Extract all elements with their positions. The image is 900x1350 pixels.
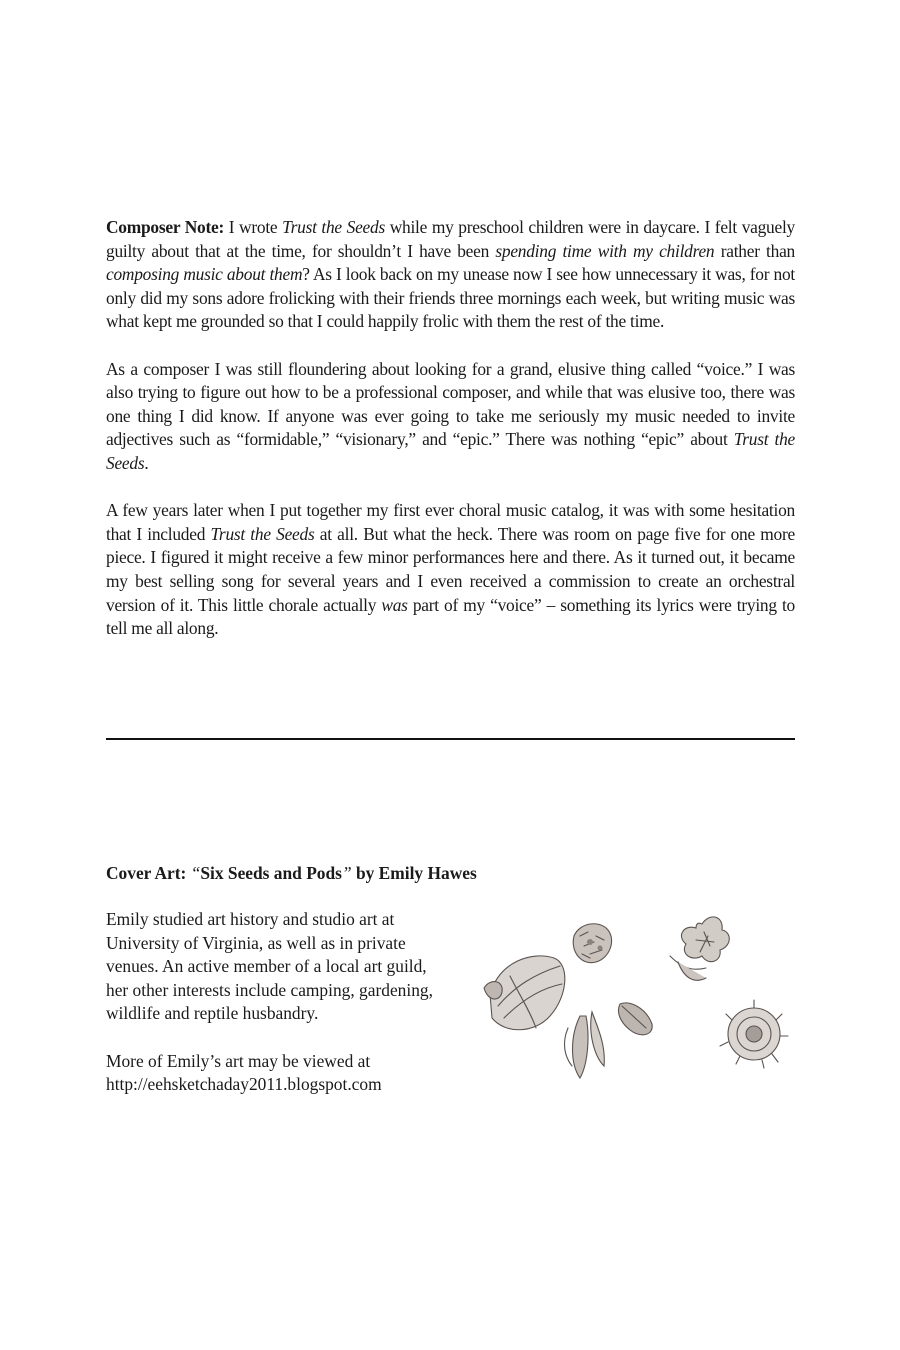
text-run: while my preschool children were in daycare. I felt vaguely guilty about that at the time, for shouldn’t I have been	[106, 217, 795, 261]
pod-illustration	[484, 956, 565, 1030]
text-run: ? As I look back on my unease now I see how unnecessary it was, for not only did my sons adore frolicking with their friends three mornings each week, but writing music was what kept me grounded so that I could happily frolic with them the rest of the time.	[106, 264, 795, 332]
seeds-and-pods-sketch	[470, 896, 800, 1101]
text-run: As a composer I was still floundering about looking for a grand, elusive thing called “voice.” I was also trying to figure out how to be a professional composer, and while that was elusive too, there was one thing I did know. If anyone was ever going to take me seriously my music needed to invite adjectives such as “formidable,” “visionary,” and “epic.” There was nothing “epic” about	[106, 358, 795, 450]
italic-text: spending time with my children	[495, 240, 715, 261]
text-run: at all. But what the heck. There was room on page five for one more piece. I figured it might receive a few minor performances here and there. As it turned out, it became my best selling song for several years and I even received a commission to create an orchestral version of it. This little chorale actually	[106, 523, 796, 615]
text-run: .	[144, 452, 149, 473]
cover-art-title: Six Seeds and Pods	[200, 863, 342, 883]
cover-art-heading	[106, 862, 706, 885]
cover-art-label: Cover Art:	[106, 863, 187, 883]
text-run: part of my “voice” – something its lyrics were trying to tell me all along.	[106, 594, 795, 639]
open-pod-illustration	[565, 1003, 653, 1078]
italic-text: Trust the Seeds	[106, 429, 795, 473]
seed-illustration	[573, 924, 611, 963]
cover-art-open-quote: “	[190, 863, 201, 883]
star-pod-illustration	[670, 917, 729, 980]
seed-head-illustration	[720, 1000, 788, 1068]
text-run: A few years later when I put together my first ever choral music catalog, it was with some hesitation that I included	[106, 500, 795, 544]
italic-text: composing music about them	[106, 264, 303, 285]
composer-note-paragraph-2	[106, 358, 795, 476]
composer-note-heading: Composer Note:	[106, 217, 225, 237]
cover-art-close-quote: ”	[341, 863, 352, 883]
text-run: I wrote	[224, 217, 283, 237]
italic-text: Trust the Seeds	[282, 217, 385, 237]
artist-link-paragraph	[106, 1050, 466, 1097]
italic-text: was	[381, 594, 408, 615]
cover-art-byline: by Emily Hawes	[351, 863, 477, 883]
section-divider	[106, 738, 795, 740]
artist-blog-url[interactable]: http://eehsketchaday2011.blogspot.com	[106, 1074, 382, 1095]
bio-line: her other interests include camping, gardening,	[106, 979, 433, 1000]
artist-bio	[106, 908, 466, 1120]
composer-note-paragraph-3	[106, 499, 795, 641]
artist-bio-paragraph	[106, 908, 466, 1026]
composer-note-paragraph-1	[106, 216, 795, 334]
italic-text: Trust the Seeds	[210, 523, 315, 544]
bio-line: Emily studied art history and studio art at	[106, 909, 395, 929]
bio-line: More of Emily’s art may be viewed at	[106, 1050, 371, 1071]
bio-line: University of Virginia, as well as in private	[106, 932, 406, 953]
bio-line: venues. An active member of a local art guild,	[106, 956, 427, 977]
text-run: rather than	[714, 240, 795, 261]
composer-note	[106, 216, 795, 664]
bio-line: wildlife and reptile husbandry.	[106, 1003, 319, 1024]
